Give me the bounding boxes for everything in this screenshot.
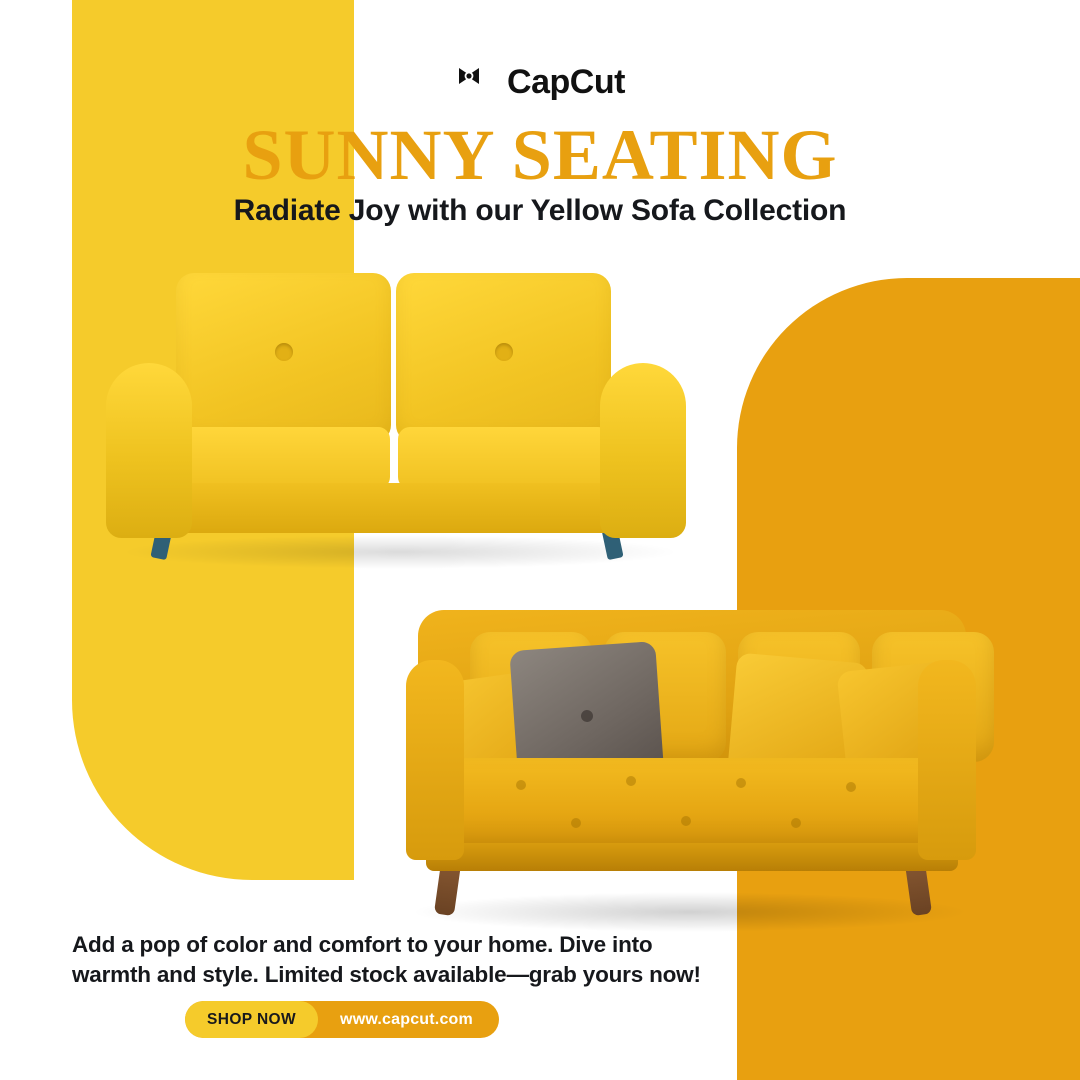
sofa-top-seat-left [178, 427, 390, 489]
sofa-top-base [170, 483, 620, 533]
brand-name: CapCut [507, 63, 625, 101]
sofa-top-seat-right [398, 427, 610, 489]
website-url[interactable]: www.capcut.com [340, 1010, 473, 1028]
cta-bar[interactable] [185, 1001, 499, 1038]
sofa-top-arm-left [106, 363, 192, 538]
sofa-bottom-shadow [410, 892, 970, 932]
sofa-photo-bottom [390, 600, 990, 930]
sofa-bottom-base [426, 843, 958, 871]
page-title: SUNNY SEATING [242, 115, 838, 195]
sofa-bottom-tuft [681, 816, 691, 826]
sofa-illustration-top [100, 255, 700, 565]
sofa-bottom-seat [436, 758, 948, 856]
sofa-top-shadow [120, 535, 680, 569]
sofa-top-arm-right [600, 363, 686, 538]
capcut-logo-icon [455, 64, 495, 101]
sofa-top-button-right [495, 343, 513, 361]
sofa-bottom-tuft [516, 780, 526, 790]
body-copy: Add a pop of color and comfort to your home. Dive into warmth and style. Limited stock available—grab yours now! [72, 932, 701, 987]
brand-lockup [0, 63, 1080, 102]
sofa-bottom-tuft [626, 776, 636, 786]
sofa-bottom-tuft [846, 782, 856, 792]
page-subtitle: Radiate Joy with our Yellow Sofa Collection [233, 194, 847, 227]
sofa-bottom-tuft [571, 818, 581, 828]
shop-now-button[interactable]: SHOP NOW [185, 1001, 318, 1038]
sofa-bottom-arm-left [406, 660, 464, 860]
sofa-top-button-left [275, 343, 293, 361]
sofa-bottom-tuft [736, 778, 746, 788]
sofa-bottom-arm-right [918, 660, 976, 860]
sofa-bottom-tuft [791, 818, 801, 828]
